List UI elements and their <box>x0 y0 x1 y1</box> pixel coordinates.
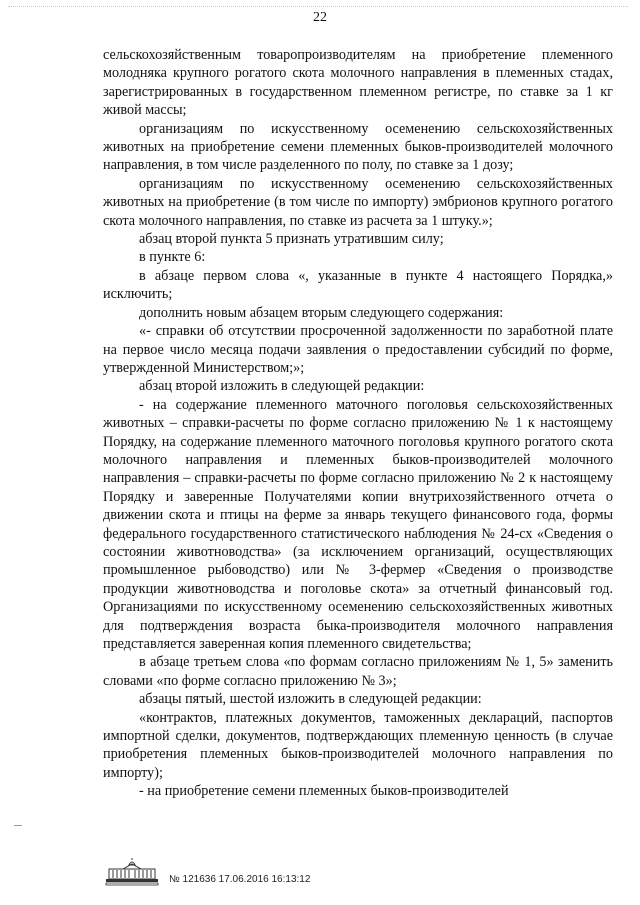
paragraph: абзацы пятый, шестой изложить в следующей редакции: <box>139 691 482 708</box>
paragraph: абзац второй пункта 5 признать утратившим силу; <box>139 231 444 248</box>
paragraph: организациям по искусственному осеменению сельскохозяйственных животных на приобретение семени племенных быков-производителей молочного направления, в том числе разделенного по полу, по ставке за 1 дозу; <box>103 120 613 174</box>
paragraph: дополнить новым абзацем вторым следующего содержания: <box>139 304 504 321</box>
footer <box>103 857 403 891</box>
document-body <box>103 46 613 801</box>
paragraph: в абзаце третьем слова «по формам согласно приложениям № 1, 5» заменить словами «по форме согласно приложению № 3»; <box>103 654 613 689</box>
paragraph: абзац второй изложить в следующей редакции: <box>139 378 425 395</box>
paragraph: в пункте 6: <box>139 249 206 266</box>
page-number: 22 <box>313 10 327 25</box>
registration-stamp: № 121636 17.06.2016 16:13:12 <box>169 874 311 885</box>
paragraph: - на содержание племенного маточного поголовья сельскохозяйственных животных – справки-расчеты по форме согласно приложению № 1 к настоящему Порядку, на содержание племенного маточного поголовья крупного рогатого скота молочного направления и племенных быков-производителей молочного направления – справки-расчеты по форме согласно приложению № 2 к настоящему Порядку и заверенные Получателями копии внутрихозяйственного отчета о движении скота и птицы на ферме за январь текущего финансового года, формы федерального государственного статистического наблюдения № 24-сх «Сведения о состоянии животноводства» (за исключением организаций, осуществляющих промышленное рыбоводство) или № 3-фермер «Сведения о производстве продукции животноводства и поголовье скота» за отчетный финансовый год. Организациями по искусственному осеменению сельскохозяйственных животных для подтверждения возраста быка-производителя молочного направления представляется заверенная копия племенного свидетельства; <box>103 396 613 652</box>
paragraph: сельскохозяйственным товаропроизводителям на приобретение племенного молодняка крупного рогатого скота молочного направления в племенных стадах, зарегистрированных в государственном племенном регистре, по ставке за 1 кг живой массы; <box>103 47 613 119</box>
paragraph: «контрактов, платежных документов, таможенных деклараций, паспортов импортной сделки, документов, подтверждающих племенную ценность (в случае приобретения племенных быков-производителей молочного направления по импорту); <box>103 709 613 781</box>
paragraph: «- справки об отсутствии просроченной задолженности по заработной плате на первое число месяца подачи заявления о предоставлении субсидий по форме, утвержденной Министерством;»; <box>103 323 613 376</box>
margin-mark <box>14 825 22 826</box>
paragraph: организациям по искусственному осеменению сельскохозяйственных животных на приобретение (в том числе по импорту) эмбрионов крупного рогатого скота молочного направления, по ставке из расчета за 1 штуку.»; <box>103 175 613 229</box>
government-building-logo-icon <box>103 857 161 887</box>
paragraph: - на приобретение семени племенных быков-производителей <box>139 783 509 800</box>
paragraph: в абзаце первом слова «, указанные в пункте 4 настоящего Порядка,» исключить; <box>103 267 613 303</box>
